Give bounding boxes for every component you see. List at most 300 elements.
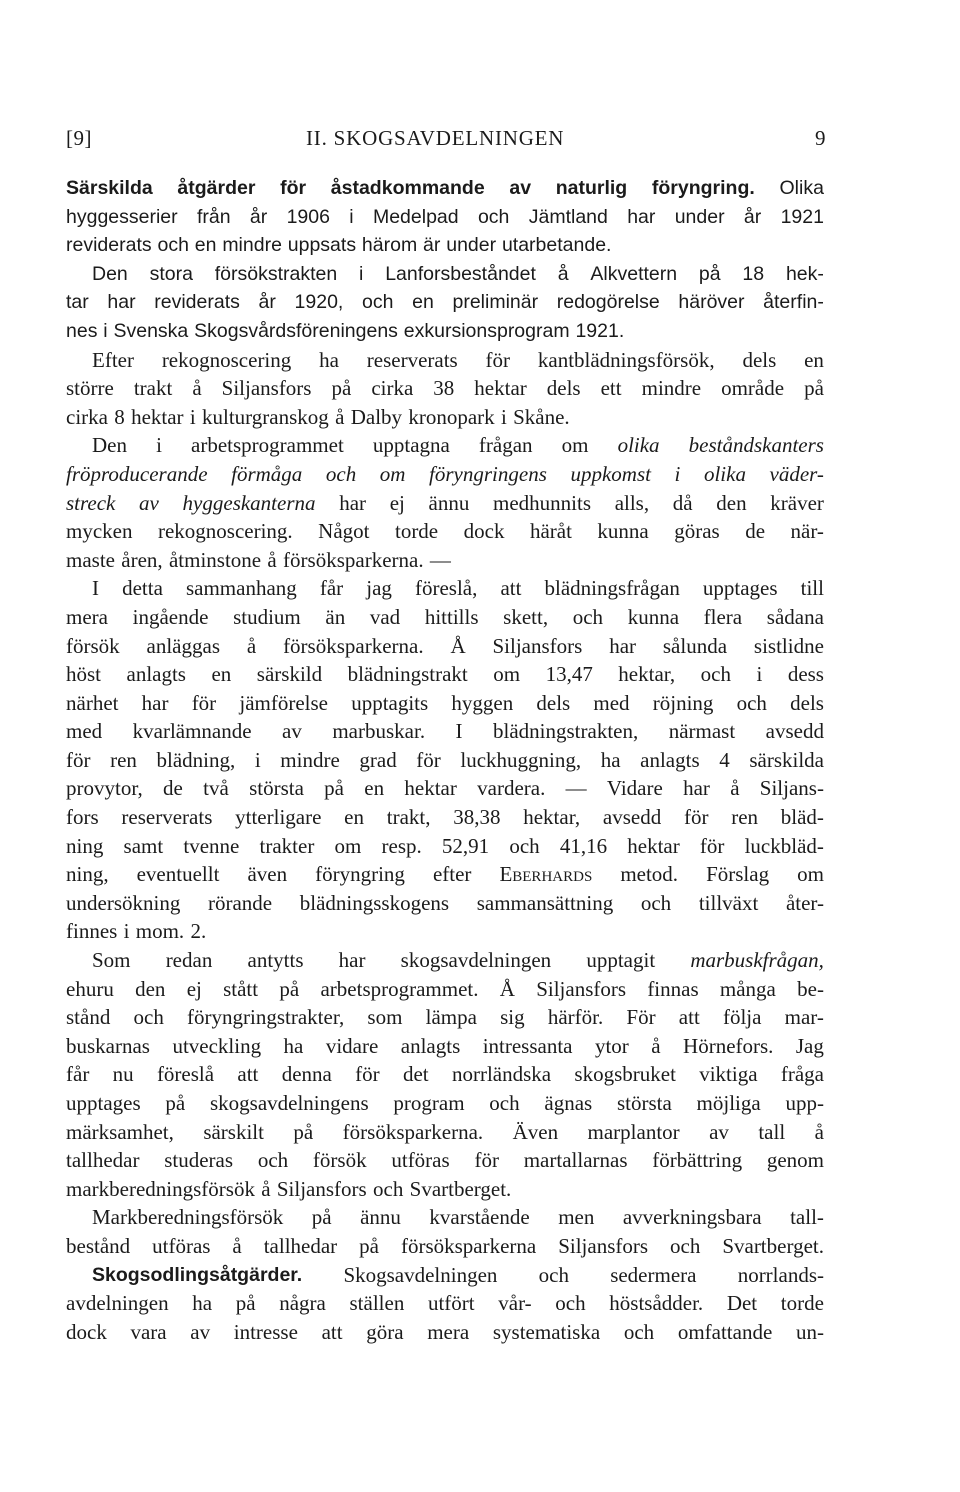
word: har [141,690,169,715]
word: och [670,1233,701,1258]
text-line [66,660,824,689]
word: å [557,262,569,285]
word: alls, [614,490,650,515]
text-line [66,803,824,832]
word: på [279,976,300,1001]
word: samt [123,833,164,858]
page-number: 9 [815,126,826,150]
word: 41,16 [559,833,608,858]
word: Jag [795,1033,824,1058]
word: för [683,805,709,830]
word: bläd- [780,805,824,830]
word: hektar, [618,662,676,687]
word: och [489,1091,520,1115]
word: finnes [66,919,118,944]
word: å [232,1233,242,1258]
word: särskilt [203,1119,264,1144]
word: föreslå [156,1062,215,1087]
word: av [509,177,532,199]
word: upptagit [586,948,656,973]
text-line [66,346,824,375]
word: härför. [547,1005,604,1030]
word: har [107,291,136,314]
word: I [92,576,99,601]
word: föryngringens [429,461,547,486]
word: anläggas [146,633,221,658]
word: särskilda [749,747,824,772]
word: luckhuggning, [460,747,582,772]
word: kunna [627,604,680,629]
word: hyggen [451,690,514,715]
word: om [797,862,824,887]
word: eventuellt [136,862,220,887]
word: jag [366,576,392,601]
word: denna [281,1062,332,1087]
word: lämpa [425,1005,477,1030]
text-line [66,489,824,518]
word: mindre [280,747,340,772]
word: på [804,376,824,401]
word: torde [394,519,439,544]
word: systematiska [492,1319,601,1344]
word: upp- [785,1091,824,1115]
word: resp. [381,833,422,858]
word: försöksparkerna. [283,633,424,658]
word: studium [233,604,301,629]
word: av [709,1119,729,1144]
word: förmåga [231,461,303,486]
word: hektar [131,404,184,429]
text-line [66,374,824,403]
text-line [66,917,824,946]
word: och [362,291,394,314]
word: på [359,1233,379,1258]
word: 1906 [286,205,330,228]
text-line [66,288,824,317]
word: höst [66,662,102,687]
word: 1921 [780,205,824,228]
word: försöksparkerna. [342,1119,484,1144]
word: Svartberget. [409,1176,512,1201]
word: kvarlämnande [132,719,252,744]
word: Svenska [113,319,189,342]
word: Även [512,1119,559,1144]
word: metod. [620,862,679,887]
word: blädningstrakt [347,662,468,687]
text-line [66,889,824,918]
word: tallhedar [66,1148,140,1173]
text-line [66,1289,824,1318]
word: för [280,177,307,199]
word: att [321,1319,343,1344]
text-line [66,603,824,632]
word: I [455,719,463,744]
word: 2. [190,919,207,944]
word: för [355,1062,380,1087]
text-line [66,1232,824,1261]
word: martallarnas [523,1148,628,1173]
word: om [561,433,589,458]
word: har [627,205,656,228]
text-line [66,203,824,232]
word: en [194,234,217,257]
word: föreslå, [414,576,478,601]
word: å [730,776,740,801]
word: och [736,690,767,715]
word: kräver [770,490,824,515]
text-line [66,975,824,1004]
text-line [66,946,824,975]
word: dels [790,690,824,715]
word: mera [66,604,108,629]
word: 38,38 [453,805,501,830]
word: kunna [597,519,649,544]
word: av [282,719,302,744]
word: föryngring. [651,177,755,199]
word: 1921. [575,319,625,342]
word: och [325,461,357,486]
text-line [66,1175,824,1204]
word: fråga [780,1062,824,1087]
word: och [640,890,672,915]
word: från [196,205,231,228]
word: ej [186,976,202,1001]
word: Något [318,519,370,544]
word: ännu [428,490,470,515]
word: Medelpad [372,205,459,228]
word: grad [359,747,397,772]
word: sammansättning [476,890,614,915]
word: avdelningen [66,1291,169,1316]
word: upptagna [372,433,450,458]
word: år [258,291,276,314]
word: ej [389,490,405,515]
word: Den [92,262,128,285]
text-line [66,832,824,861]
word: och [157,234,189,257]
word: Svartberget. [722,1233,824,1258]
word: åstadkommande [330,177,485,199]
word: dels [546,376,581,401]
word: och [133,1005,164,1030]
word: ägnas [544,1091,593,1115]
word: största [616,1091,672,1115]
text-line [66,632,824,661]
word: år [743,205,762,228]
text-line [66,860,824,889]
word: För [626,1005,656,1030]
word: cirka [66,404,108,429]
word: Vidare [606,776,663,801]
word: på [698,262,721,285]
word: hittills [424,604,479,629]
word: rekognoscering. [157,519,293,544]
word: trakt [133,376,173,401]
word: efter [432,862,472,887]
word: å [335,404,345,429]
word: i [156,433,162,458]
word: ett [600,376,622,401]
word: i [349,205,354,228]
word: 38 [433,376,455,401]
text-line [66,1003,824,1032]
word: 52,91 [441,833,490,858]
word: får [66,1062,90,1087]
word: trakt, [386,805,431,830]
word: en [364,776,385,801]
word: dels [536,690,571,715]
word: 8 [114,404,125,429]
word: några [279,1291,326,1316]
word: tar [66,291,89,314]
word: på [311,1205,332,1230]
word: ha [192,1291,213,1316]
word: avsedd [602,805,662,830]
word: Förslag [706,862,770,887]
word: och [555,1291,586,1316]
word: avsedd [765,719,824,744]
word: ytterligare [235,805,322,830]
word: Skogsodlingsåtgärder. [92,1263,303,1286]
word: i [189,404,196,429]
word: med [66,719,103,744]
word: hektar [627,833,680,858]
word: hektar [404,776,457,801]
word: upptagits [351,690,429,715]
word: Skogsvårdsföreningens [194,319,398,342]
word: på [331,376,352,401]
word: åter- [785,890,824,915]
word: möjliga [696,1091,761,1115]
word: föryngringstrakter, [187,1005,345,1030]
word: ha [319,347,339,372]
word: hektar [474,376,527,401]
word: i [103,319,108,342]
word: ännu [360,1205,401,1230]
word: för [191,690,217,715]
word: mindre [222,234,282,257]
word: marbuskar. [332,719,426,744]
word: tillväxt [698,890,759,915]
word: upptages [702,576,778,601]
word: markberedningsförsök [66,1176,255,1201]
word: hyggesserier [66,205,178,228]
word: Det [726,1291,758,1316]
word: häröver [678,291,745,314]
text-line [66,317,824,346]
text-line [66,517,824,546]
word: dock [66,1319,107,1344]
text-line [66,403,824,432]
word: tall [758,1119,786,1144]
word: mom. [135,919,185,944]
word: för [416,747,441,772]
word: stånd [66,1005,111,1030]
word: 4 [719,747,730,772]
word: norrländska [451,1062,552,1087]
word: utarbetande. [501,234,612,257]
word: Hörnefors. [683,1033,774,1058]
text-line [66,1261,824,1290]
word: skogsavdelningen [400,948,552,973]
word: frågan [478,433,533,458]
word: viktiga [699,1062,758,1087]
word: blädningsfrågan [544,576,680,601]
word: mera [427,1319,470,1344]
word: un- [795,1319,824,1344]
word: och [538,1262,569,1287]
word: att [237,1062,259,1087]
word: större [66,376,114,401]
word: intressanta [482,1033,573,1058]
word: en [804,347,824,372]
word: då [672,490,693,515]
word: Efter [92,347,134,372]
word: är [423,234,441,257]
word: omfattande [677,1319,773,1344]
word: Markberedningsförsök [92,1205,284,1230]
word: medhunnits [493,490,592,515]
word: och [373,1176,404,1201]
word: göras [674,519,720,544]
word: 13,47 [545,662,593,687]
word: 18 [742,262,765,285]
text-line [66,746,824,775]
word: än [325,604,346,629]
word: i [359,262,364,285]
word: utföras [391,1148,450,1173]
word: förbättring [652,1148,743,1173]
word: — [429,547,451,572]
word: tvenne [183,833,240,858]
word: område [721,376,785,401]
word: ställen [349,1291,405,1316]
word: den [716,490,747,515]
word: undersökning [66,890,181,915]
word: flera [703,604,743,629]
word: redogörelse [556,291,660,314]
word: på [293,1119,314,1144]
word: utfört [427,1291,475,1316]
body-text [66,174,824,1346]
word: kulturgranskog [202,404,329,429]
word: återfin- [763,291,824,314]
word: det [402,1062,429,1087]
word: avverkningsbara [622,1205,762,1230]
word: om [493,662,521,687]
word: anlagts [400,1033,461,1058]
word: har [339,490,367,515]
word: följa [722,1005,762,1030]
word: antytts [247,948,304,973]
word: buskarnas [66,1033,150,1058]
word: för [474,1148,499,1173]
word: största [249,776,304,801]
word: — [565,776,587,801]
word: de [163,776,183,801]
word: Siljansfors [492,633,583,658]
word: av [190,1319,211,1344]
word: till [800,576,824,601]
word: kvarstående [429,1205,530,1230]
word: Den [92,433,127,458]
word: år [249,205,268,228]
word: att [500,576,522,601]
word: sammanhang [185,576,297,601]
word: föryngring [315,862,405,887]
word: göra [366,1319,404,1344]
word: blädningstrakten, [493,719,639,744]
word: genom [766,1148,824,1173]
word: detta [122,576,163,601]
word: stora [149,262,193,285]
word: anlagts [640,747,700,772]
word: uppkomst [570,461,651,486]
word: naturlig [555,177,628,199]
word: dels [742,347,777,372]
word: sig [500,1005,525,1030]
word: Siljans- [759,776,824,801]
word: reserverats [366,347,458,372]
word: häråt [529,519,572,544]
word: Siljansfors [276,1176,367,1201]
word: om [334,833,362,858]
word: försöksparkerna [400,1233,537,1258]
word: Lanforsbeståndet [385,262,536,285]
word: rörande [207,890,273,915]
word: har [338,948,366,973]
word: marplantor [587,1119,680,1144]
word: skogsavdelningens [209,1091,369,1115]
word: när- [790,519,824,544]
word: Särskilda [66,177,153,199]
word: ren [731,805,759,830]
text-line [66,1146,824,1175]
word: i [756,662,763,687]
word: jämförelse [239,690,328,715]
word: av [139,490,159,515]
word: nu [112,1062,134,1087]
word: skett, [503,604,549,629]
word: en [412,291,434,314]
word: torde [780,1291,824,1316]
word: Å [450,633,466,658]
word: reserverats [121,805,213,830]
word: reviderats [154,291,240,314]
word: ehuru [66,976,114,1001]
word: för [66,747,91,772]
word: mar- [784,1005,824,1030]
word: försöksparkerna. [283,547,424,572]
word: sålunda [662,633,728,658]
text-line [66,260,824,289]
word: fröproducerande [66,461,208,486]
word: å [814,1119,824,1144]
word: ning, [66,862,109,887]
word: Skogsavdelningen [343,1262,498,1287]
word: kronopark [408,404,495,429]
word: även [247,862,288,887]
word: höstsådder. [609,1291,704,1316]
word: tallhedar [263,1233,338,1258]
word: ning [66,833,104,858]
word: och [257,1148,289,1173]
word: 1920, [294,291,344,314]
word: med [593,690,630,715]
word: och [509,833,540,858]
word: åren, [121,547,163,572]
word: å [192,376,202,401]
